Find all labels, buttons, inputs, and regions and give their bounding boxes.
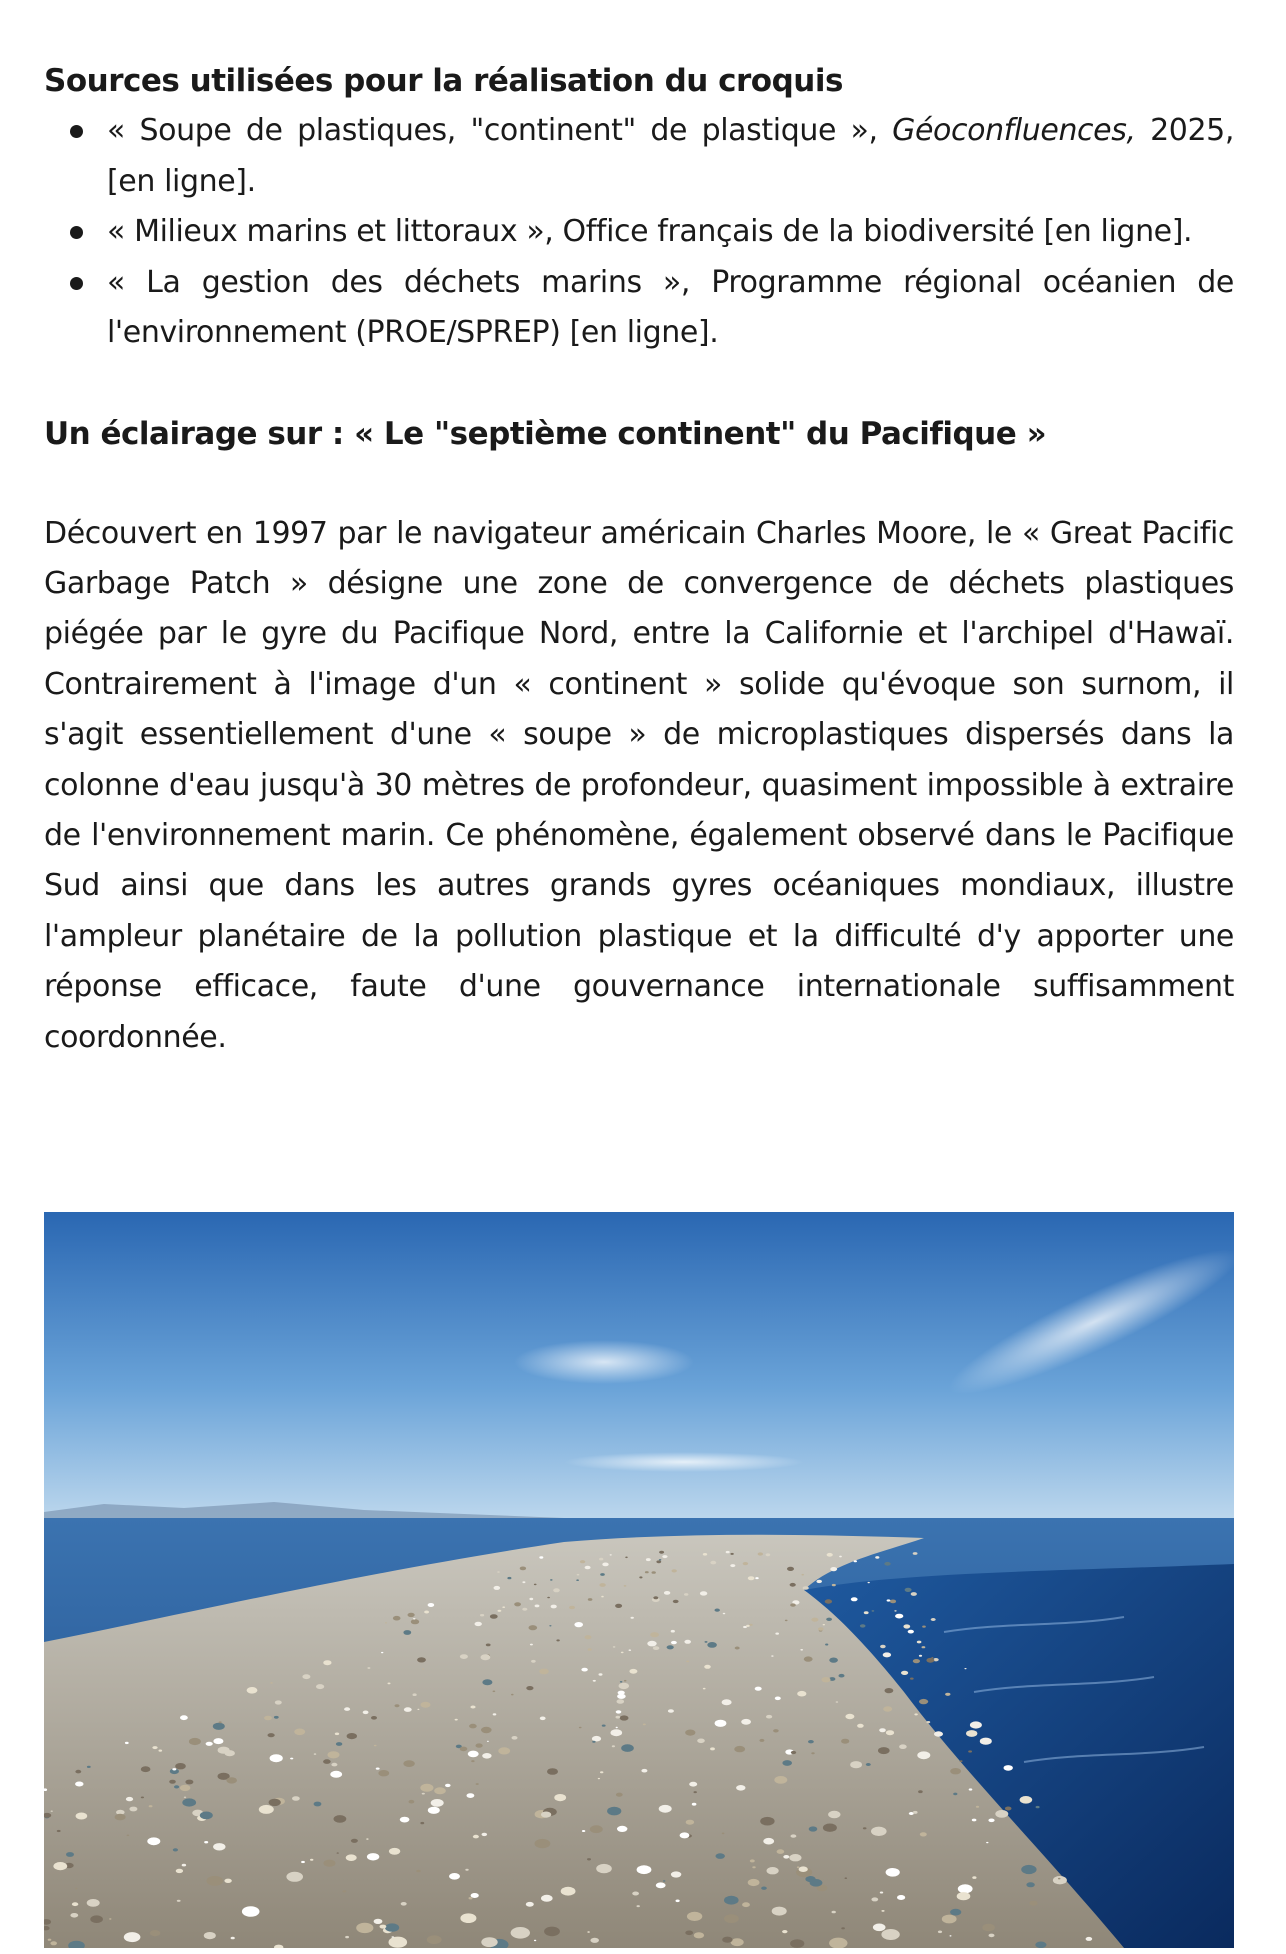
source-item: « Milieux marins et littoraux », Office français de la biodiversité [en ligne]. — [44, 207, 1234, 258]
bullet-icon — [70, 226, 83, 239]
eclairage-paragraph: Découvert en 1997 par le navigateur américain Charles Moore, le « Great Pacific Garbage Patch » désigne une zone de convergence de déchets plastiques piégée par le gyre du Pacifique Nord, entre la Californie et l'archipel d'Hawaï. Contrairement à l'image d'un « continent » solide qu'évoque son surnom, il s'agit essentiellement d'une « soupe » de microplastiques dispersés dans la colonne d'eau jusqu'à 30 mètres de profondeur, quasiment impossible à extraire de l'environnement marin. Ce phénomène, également observé dans le Pacifique Sud ainsi que dans les autres grands gyres océaniques mondiaux, illustre l'ampleur planétaire de la pollution plastique et la difficulté d'y apporter une réponse efficace, faute d'une gouvernance internationale suffisamment coordonnée. — [44, 515, 1234, 1055]
source-item: « Soupe de plastiques, "continent" de plastique », Géoconfluences, 2025, [en ligne]. — [44, 106, 1234, 207]
bullet-icon — [70, 125, 83, 138]
document-page — [44, 56, 1234, 1063]
source-item: « La gestion des déchets marins », Programme régional océanien de l'environnement (PROE/SPREP) [en ligne]. — [44, 258, 1234, 359]
sources-heading: Sources utilisées pour la réalisation du croquis — [44, 63, 843, 99]
bullet-icon — [70, 277, 83, 290]
sources-list — [44, 106, 1234, 359]
ocean-plastic-debris-photo — [44, 1212, 1234, 1948]
eclairage-heading: Un éclairage sur : « Le "septième continent" du Pacifique » — [44, 415, 1047, 452]
